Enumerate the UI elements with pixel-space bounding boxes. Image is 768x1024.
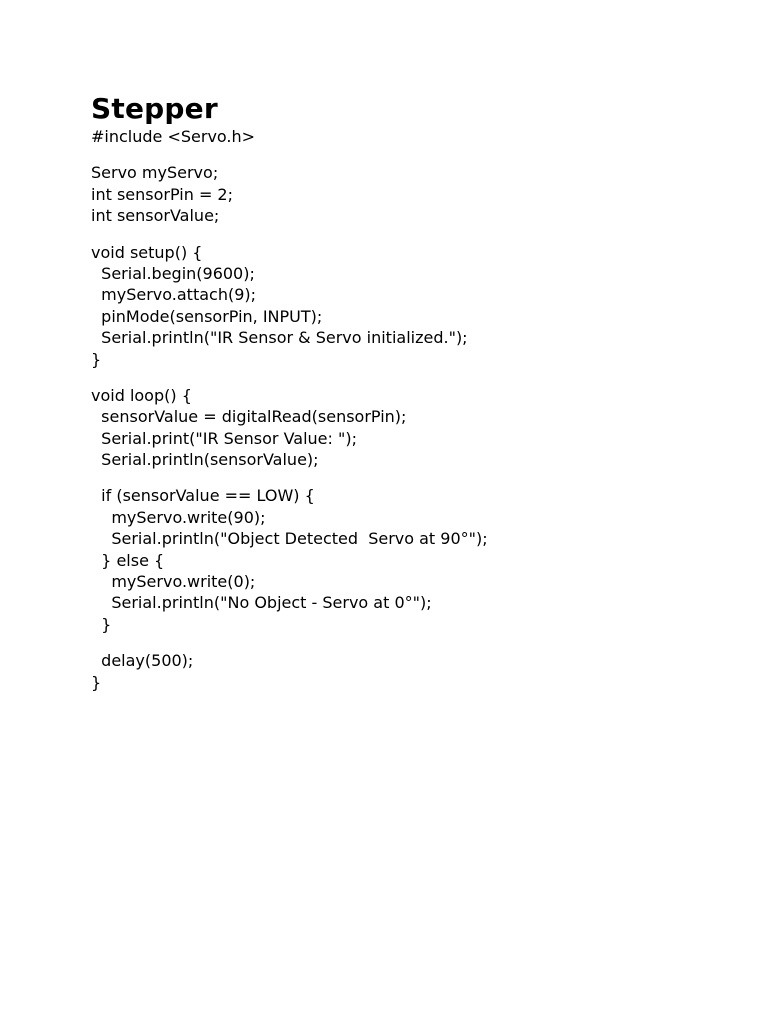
code-line: void setup() {: [91, 242, 203, 262]
code-block: [91, 126, 731, 693]
code-line: pinMode(sensorPin, INPUT);: [91, 306, 323, 326]
code-line: delay(500);: [91, 651, 194, 671]
code-line: int sensorValue;: [91, 206, 220, 226]
code-line: myServo.write(0);: [91, 572, 256, 592]
code-line: Serial.begin(9600);: [91, 263, 255, 283]
code-line: myServo.attach(9);: [91, 285, 257, 305]
document-title: Stepper: [91, 92, 218, 125]
code-line: Servo myServo;: [91, 163, 219, 183]
code-line: myServo.write(90);: [91, 507, 266, 527]
code-line: if (sensorValue == LOW) {: [91, 486, 315, 506]
code-line: }: [91, 614, 112, 634]
code-line: Serial.println("Object Detected Servo at 90°");: [91, 529, 488, 549]
code-line: #include <Servo.h>: [91, 127, 256, 146]
code-line: int sensorPin = 2;: [91, 184, 233, 204]
code-line: Serial.print("IR Sensor Value: ");: [91, 428, 357, 448]
code-line: }: [91, 672, 102, 692]
code-line: Serial.println(sensorValue);: [91, 450, 319, 470]
code-line: Serial.println("No Object - Servo at 0°");: [91, 593, 432, 613]
code-line: sensorValue = digitalRead(sensorPin);: [91, 407, 407, 427]
code-line: void loop() {: [91, 385, 192, 405]
code-line: Serial.println("IR Sensor & Servo initialized.");: [91, 328, 468, 348]
code-line: } else {: [91, 550, 165, 570]
code-line: }: [91, 349, 102, 369]
